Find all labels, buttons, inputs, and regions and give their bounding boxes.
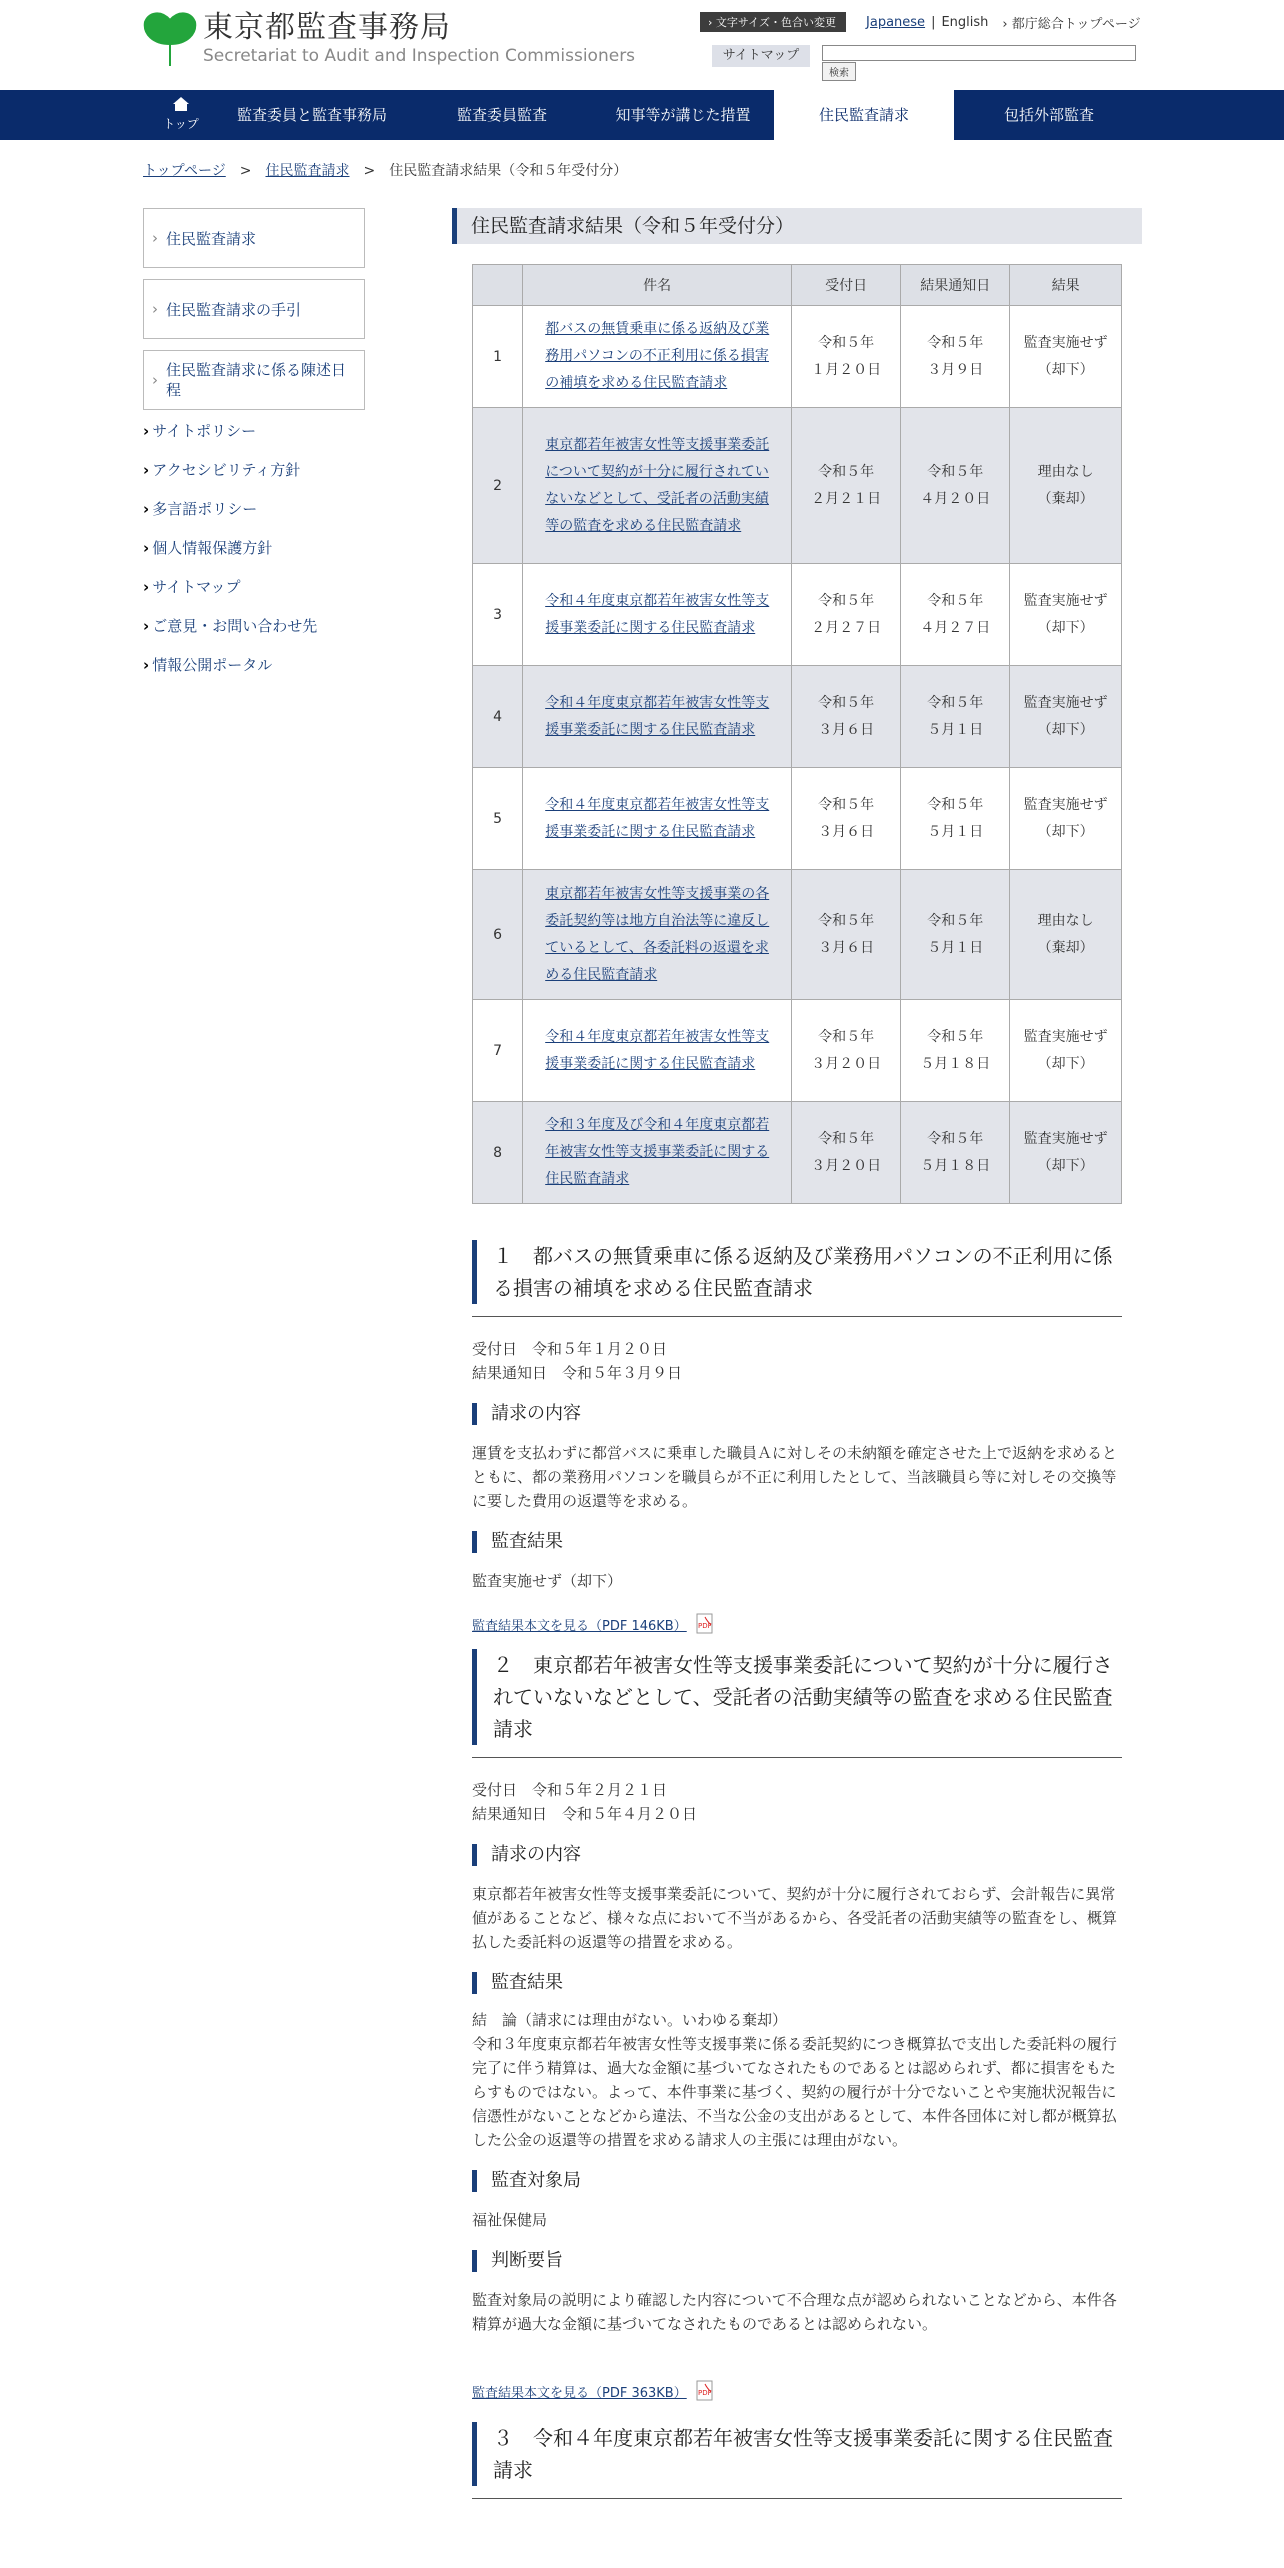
- pdf-icon: [695, 1613, 715, 1635]
- cell-result: 監査実施せず（却下）: [1010, 564, 1122, 666]
- section-2-notice-date: 結果通知日 令和５年４月２０日: [472, 1805, 698, 1823]
- cell-result: 監査実施せず（却下）: [1010, 1102, 1122, 1204]
- svg-text:PDF: PDF: [697, 1622, 712, 1630]
- search-input[interactable]: [822, 45, 1136, 61]
- section-1-pdf-link[interactable]: 監査結果本文を見る（PDF 146KB）: [472, 1618, 687, 1634]
- section-2-content: 東京都若年被害女性等支援事業委託について、契約が十分に履行されておらず、会計報告に異常値があることなど、様々な点において不当があるから、各受託者の活動実績等の監査をし、概算払した委託料の返還等の措置を求める。: [472, 1885, 1118, 1951]
- breadcrumb: [143, 160, 627, 180]
- col-recv: 受付日: [792, 265, 901, 306]
- section-1: [472, 1240, 1122, 1635]
- table-row: [473, 564, 1122, 666]
- main-content: [452, 208, 1142, 2499]
- request-title-link[interactable]: 東京都若年被害女性等支援事業委託について契約が十分に履行されていないなどとして、受託者の活動実績等の監査を求める住民監査請求: [545, 436, 770, 534]
- cell-result: 監査実施せず（却下）: [1010, 306, 1122, 408]
- section-2-result-body: 令和３年度東京都若年被害女性等支援事業に係る委託契約につき概算払で支出した委託料の履行完了に伴う精算は、過大な金額に基づいてなされたものであるとは認められず、都に損害をもたらすものではない。よって、本件事業に基づく、契約の履行が十分でないことや実施状況報告に信憑性がないことなどから違法、不当な公金の支出があるとして、本件各団体に対し都が概算払した公金の返還等の措置を求める請求人の主張には理由がない。: [472, 2035, 1117, 2149]
- section-2-heading: ２ 東京都若年被害女性等支援事業委託について契約が十分に履行されていないなどとして、受託者の活動実績等の監査を求める住民監査請求: [472, 1649, 1122, 1745]
- table-header-row: [473, 265, 1122, 306]
- cell-no: 5: [473, 768, 523, 870]
- lang-separator: |: [931, 14, 936, 30]
- svg-text:PDF: PDF: [697, 2389, 712, 2397]
- cell-recv-date: 令和５年 ３月２０日: [792, 1000, 901, 1102]
- section-1-content: 運賃を支払わずに都営バスに乗車した職員Ａに対しその未納額を確定させた上で返納を求めるとともに、都の業務用パソコンを職員らが不正に利用したとして、当該職員ら等に対しその交換等に要した費用の返還等を求める。: [472, 1444, 1118, 1510]
- nav-item-measures[interactable]: 知事等が講じた措置: [615, 106, 751, 124]
- cell-recv-date: 令和５年 ２月２１日: [792, 408, 901, 564]
- cell-recv-date: 令和５年 ２月２７日: [792, 564, 901, 666]
- cell-recv-date: 令和５年 ３月６日: [792, 666, 901, 768]
- cell-recv-date: 令和５年 ３月６日: [792, 870, 901, 1000]
- sidebar-link-sitemap[interactable]: › サイトマップ: [143, 577, 365, 616]
- table-row: [473, 870, 1122, 1000]
- nav-top-label: トップ: [163, 117, 199, 131]
- sidebar-box-hearing[interactable]: › 住民監査請求に係る陳述日程: [143, 350, 365, 410]
- section-2-result-head: 結 論（請求には理由がない。いわゆる棄却）: [472, 2011, 788, 2029]
- cell-title: [523, 1102, 792, 1204]
- breadcrumb-sep: >: [239, 163, 252, 179]
- cell-recv-date: 令和５年 ３月６日: [792, 768, 901, 870]
- request-title-link[interactable]: 令和４年度東京都若年被害女性等支援事業委託に関する住民監査請求: [545, 694, 770, 738]
- section-3-heading: ３ 令和４年度東京都若年被害女性等支援事業委託に関する住民監査請求: [472, 2422, 1122, 2486]
- search-button[interactable]: 検索: [822, 62, 856, 81]
- section-2-result-heading: 監査結果: [472, 1972, 1122, 1994]
- cell-result: 監査実施せず（却下）: [1010, 768, 1122, 870]
- cell-result: 監査実施せず（却下）: [1010, 1000, 1122, 1102]
- breadcrumb-sep: >: [363, 163, 376, 179]
- section-1-notice-date: 結果通知日 令和５年３月９日: [472, 1364, 683, 1382]
- cell-notice-date: 令和５年 ４月２０日: [901, 408, 1010, 564]
- section-2-recv-date: 受付日 令和５年２月２１日: [472, 1781, 668, 1799]
- sidebar-link-disclosure[interactable]: › 情報公開ポータル: [143, 655, 365, 694]
- table-row: [473, 1000, 1122, 1102]
- pdf-icon: [695, 2380, 715, 2402]
- home-icon: [172, 96, 190, 112]
- request-title-link[interactable]: 都バスの無賃乗車に係る返納及び業務用パソコンの不正利用に係る損害の補填を求める住民監査請求: [545, 321, 770, 391]
- section-3: [472, 2422, 1122, 2499]
- metro-top-link[interactable]: › 都庁総合トップページ: [1002, 16, 1141, 32]
- request-title-link[interactable]: 令和４年度東京都若年被害女性等支援事業委託に関する住民監査請求: [545, 1028, 770, 1072]
- cell-recv-date: 令和５年 １月２０日: [792, 306, 901, 408]
- cell-title: [523, 306, 792, 408]
- nav-item-commissioners[interactable]: 監査委員と監査事務局: [236, 106, 387, 124]
- col-notice: 結果通知日: [901, 265, 1010, 306]
- metro-top-label: 都庁総合トップページ: [1011, 16, 1141, 32]
- section-1-pdf: [472, 1613, 1122, 1635]
- section-2-target: 福祉保健局: [472, 2211, 548, 2229]
- table-row: [473, 408, 1122, 564]
- cell-no: 4: [473, 666, 523, 768]
- ginkgo-logo-icon: [143, 10, 197, 66]
- cell-notice-date: 令和５年 ５月１日: [901, 768, 1010, 870]
- section-1-result: 監査実施せず（却下）: [472, 1572, 623, 1590]
- sidebar-link-contact[interactable]: › ご意見・お問い合わせ先: [143, 616, 365, 655]
- cell-title: [523, 768, 792, 870]
- cell-result: 理由なし （棄却）: [1010, 870, 1122, 1000]
- table-row: [473, 306, 1122, 408]
- sidebar-link-accessibility[interactable]: › アクセシビリティ方針: [143, 460, 365, 499]
- cell-no: 2: [473, 408, 523, 564]
- utility-links: [700, 12, 1141, 32]
- cell-title: [523, 666, 792, 768]
- site-header: [0, 0, 1284, 90]
- section-1-recv-date: 受付日 令和５年１月２０日: [472, 1340, 668, 1358]
- logo-title-en: Secretariat to Audit and Inspection Commissioners: [203, 46, 636, 66]
- cell-no: 6: [473, 870, 523, 1000]
- sidebar-link-site-policy[interactable]: › サイトポリシー: [143, 421, 365, 460]
- section-2-target-heading: 監査対象局: [472, 2170, 1122, 2192]
- cell-notice-date: 令和５年 ５月１日: [901, 666, 1010, 768]
- sidebar-box-guide[interactable]: › 住民監査請求の手引: [143, 279, 365, 339]
- cell-notice-date: 令和５年 ５月１８日: [901, 1102, 1010, 1204]
- request-title-link[interactable]: 東京都若年被害女性等支援事業の各委託契約等は地方自治法等に違反しているとして、各委託料の返還を求める住民監査請求: [545, 885, 770, 983]
- cell-result: 監査実施せず（却下）: [1010, 666, 1122, 768]
- col-no: [473, 265, 523, 306]
- cell-title: [523, 564, 792, 666]
- sidebar: [143, 208, 365, 694]
- section-2-pdf: [472, 2380, 1122, 2402]
- cell-recv-date: 令和５年 ３月２０日: [792, 1102, 901, 1204]
- cell-notice-date: 令和５年 ５月１８日: [901, 1000, 1010, 1102]
- cell-no: 3: [473, 564, 523, 666]
- col-title: 件名: [523, 265, 792, 306]
- font-size-color-button[interactable]: › 文字サイズ・色合い変更: [700, 12, 846, 32]
- results-table: [472, 264, 1122, 1204]
- site-logo[interactable]: [143, 10, 635, 66]
- section-1-result-heading: 監査結果: [472, 1531, 1122, 1553]
- request-title-link[interactable]: 令和４年度東京都若年被害女性等支援事業委託に関する住民監査請求: [545, 592, 770, 636]
- lang-japanese-link[interactable]: Japanese: [866, 14, 926, 30]
- lang-english-link[interactable]: English: [941, 14, 989, 30]
- cell-no: 7: [473, 1000, 523, 1102]
- sidebar-link-privacy[interactable]: › 個人情報保護方針: [143, 538, 365, 577]
- sidebar-link-multilang[interactable]: › 多言語ポリシー: [143, 499, 365, 538]
- sitemap-button[interactable]: サイトマップ: [712, 45, 810, 67]
- request-title-link[interactable]: 令和３年度及び令和４年度東京都若年被害女性等支援事業委託に関する住民監査請求: [545, 1117, 770, 1187]
- section-2-point: 監査対象局の説明により確認した内容について不合理な点が認められないことなどから、本件各精算が過大な金額に基づいてなされたものであるとは認められない。: [472, 2291, 1117, 2333]
- section-2-point-heading: 判断要旨: [472, 2250, 1122, 2272]
- global-nav: [0, 90, 1284, 140]
- cell-notice-date: 令和５年 ４月２７日: [901, 564, 1010, 666]
- page-title: 住民監査請求結果（令和５年受付分）: [452, 208, 1142, 244]
- cell-notice-date: 令和５年 ３月９日: [901, 306, 1010, 408]
- cell-title: [523, 408, 792, 564]
- breadcrumb-current: 住民監査請求結果（令和５年受付分）: [389, 163, 628, 179]
- table-row: [473, 768, 1122, 870]
- section-2-pdf-link[interactable]: 監査結果本文を見る（PDF 363KB）: [472, 2385, 687, 2401]
- cell-no: 1: [473, 306, 523, 408]
- section-2-content-heading: 請求の内容: [472, 1844, 1122, 1866]
- col-result: 結果: [1010, 265, 1122, 306]
- cell-result: 理由なし （棄却）: [1010, 408, 1122, 564]
- section-1-content-heading: 請求の内容: [472, 1403, 1122, 1425]
- nav-item-audit[interactable]: 監査委員監査: [456, 106, 547, 124]
- cell-no: 8: [473, 1102, 523, 1204]
- section-1-heading: １ 都バスの無賃乗車に係る返納及び業務用パソコンの不正利用に係る損害の補填を求める住民監査請求: [472, 1240, 1122, 1304]
- table-body: [473, 306, 1122, 1204]
- cell-notice-date: 令和５年 ５月１日: [901, 870, 1010, 1000]
- sidebar-box-resident-request[interactable]: › 住民監査請求: [143, 208, 365, 268]
- cell-title: [523, 870, 792, 1000]
- nav-item-external-audit[interactable]: 包括外部監査: [1003, 106, 1094, 124]
- breadcrumb-resident[interactable]: 住民監査請求: [265, 163, 350, 179]
- cell-title: [523, 1000, 792, 1102]
- table-row: [473, 1102, 1122, 1204]
- breadcrumb-top[interactable]: トップページ: [143, 163, 226, 179]
- nav-item-resident-request[interactable]: 住民監査請求: [774, 90, 954, 140]
- request-title-link[interactable]: 令和４年度東京都若年被害女性等支援事業委託に関する住民監査請求: [545, 796, 770, 840]
- section-2: [472, 1649, 1122, 2402]
- logo-title-jp: 東京都監査事務局: [203, 10, 451, 45]
- nav-top[interactable]: [160, 96, 202, 132]
- font-button-label: 文字サイズ・色合い変更: [715, 16, 837, 29]
- table-row: [473, 666, 1122, 768]
